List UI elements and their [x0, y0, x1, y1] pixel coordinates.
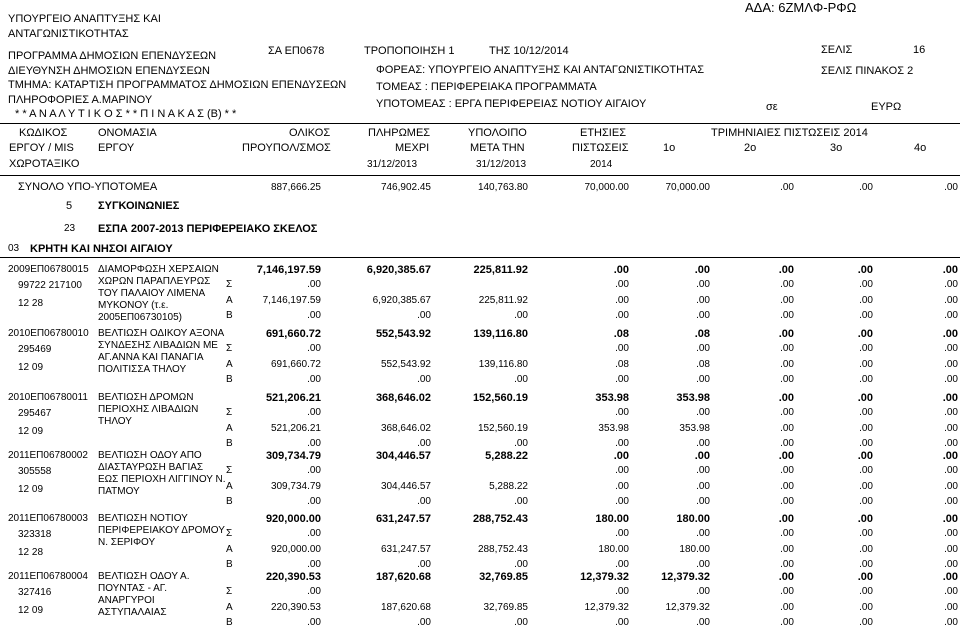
project-name-line: ΑΣΤΥΠΑΛΑΙΑΣ: [98, 607, 167, 618]
analytic-table-title: * * Α Ν Α Λ Υ Τ Ι Κ Ο Σ * * Π Ι Ν Α Κ Α Σ (Β) * *: [15, 108, 237, 120]
region-code: 03: [8, 243, 20, 254]
category-code: 5: [66, 200, 73, 212]
project-name-line: ΑΓ.ΑΝΝΑ ΚΑΙ ΠΑΝΑΓΙΑ: [98, 352, 204, 363]
project-name-line: ΧΩΡΩΝ ΠΑΡΑΠΛΕΥΡΩΣ: [98, 276, 211, 287]
project-name-line: ΑΝΑΡΓΥΡΟΙ: [98, 595, 155, 606]
alpha-row-value: 225,811.92: [478, 295, 528, 306]
project-total-value: 521,206.21: [265, 392, 321, 404]
page-number: 16: [913, 44, 926, 56]
row-marker-sigma: Σ: [226, 528, 233, 539]
project-name-line: ΒΕΛΤΙΩΣΗ ΝΟΤΙΟΥ: [98, 513, 188, 524]
sigma-row-value: .00: [780, 279, 794, 290]
sigma-row-value: .00: [859, 586, 873, 597]
beta-row-value: .00: [780, 374, 794, 385]
project-total-value: 631,247.57: [375, 513, 431, 525]
project-name-line: ΠΑΤΜΟΥ: [98, 486, 140, 497]
sigma-row-value: .00: [859, 407, 873, 418]
alpha-row-value: .00: [780, 544, 794, 555]
alpha-row-value: .00: [944, 481, 958, 492]
beta-row-value: .00: [417, 438, 431, 449]
project-total-value: 180.00: [595, 513, 629, 525]
row-marker-sigma: Σ: [226, 407, 233, 418]
alpha-row-value: .00: [859, 359, 873, 370]
project-total-value: .00: [778, 450, 794, 462]
in-label: σε: [766, 101, 778, 113]
project-total-value: .00: [778, 328, 794, 340]
beta-row-value: .00: [859, 617, 873, 628]
project-total-value: .00: [613, 450, 629, 462]
col-code-l1: ΚΩΔΙΚΟΣ: [19, 127, 68, 139]
beta-row-value: .00: [417, 617, 431, 628]
sigma-row-value: .00: [780, 343, 794, 354]
sigma-row-value: .00: [696, 528, 710, 539]
project-name-line: ΒΕΛΤΙΩΣΗ ΔΡΟΜΩΝ: [98, 392, 194, 403]
sigma-row-value: .00: [859, 343, 873, 354]
alpha-row-value: .00: [859, 544, 873, 555]
beta-row-value: .00: [859, 438, 873, 449]
col-total-l2: ΠΡΟΥΠΟΛ/ΣΜΟΣ: [242, 142, 331, 154]
project-total-value: 139,116.80: [473, 328, 528, 340]
sigma-row-value: .00: [307, 586, 321, 597]
alpha-row-value: .00: [780, 295, 794, 306]
alpha-row-value: 368,646.02: [380, 423, 431, 434]
beta-row-value: .00: [615, 438, 629, 449]
beta-row-value: .00: [307, 617, 321, 628]
subsector: ΥΠΟΤΟΜΕΑΣ : ΕΡΓΑ ΠΕΡΙΦΕΡΕΙΑΣ ΝΟΤΙΟΥ ΑΙΓΑΙΟΥ: [376, 98, 647, 110]
col-remaining-l1: ΥΠΟΛΟΙΠΟ: [468, 127, 527, 139]
beta-row-value: .00: [615, 496, 629, 507]
project-total-value: .00: [694, 264, 710, 276]
alpha-row-value: 7,146,197.59: [262, 295, 321, 306]
project-total-value: .00: [942, 264, 958, 276]
col-code-l2: ΕΡΓΟΥ / MIS: [9, 142, 74, 154]
sigma-row-value: .00: [615, 407, 629, 418]
project-total-value: .00: [778, 513, 794, 525]
program-name: ΕΣΠΑ 2007-2013 ΠΕΡΙΦΕΡΕΙΑΚΟ ΣΚΕΛΟΣ: [98, 223, 318, 235]
project-total-value: 353.98: [595, 392, 629, 404]
project-total-value: 353.98: [676, 392, 710, 404]
alpha-row-value: 32,769.85: [483, 602, 528, 613]
row-marker-alpha: Α: [226, 602, 233, 613]
sigma-row-value: .00: [696, 279, 710, 290]
project-name-line: 2005ΕΠ06730105): [98, 312, 182, 323]
project-total-value: 225,811.92: [473, 264, 528, 276]
summary-value: .00: [859, 182, 873, 193]
project-total-value: 32,769.85: [479, 571, 528, 583]
project-name-line: ΤΟΥ ΠΑΛΑΙΟΥ ΛΙΜΕΝΑ: [98, 288, 206, 299]
alpha-row-value: .00: [859, 295, 873, 306]
beta-row-value: .00: [944, 374, 958, 385]
col-annual-l2: ΠΙΣΤΩΣΕΙΣ: [572, 142, 629, 154]
project-total-value: 7,146,197.59: [256, 264, 321, 276]
beta-row-value: .00: [780, 438, 794, 449]
ministry-line-1: ΥΠΟΥΡΓΕΙΟ ΑΝΑΠΤΥΞΗΣ ΚΑΙ: [8, 13, 161, 25]
table-page: ΣΕΛΙΣ ΠΙΝΑΚΟΣ 2: [821, 65, 914, 77]
directorate: ΔΙΕΥΘΥΝΣΗ ΔΗΜΟΣΙΩΝ ΕΠΕΝΔΥΣΕΩΝ: [8, 65, 210, 77]
project-code: 2011ΕΠ06780004: [8, 571, 88, 582]
beta-row-value: .00: [417, 310, 431, 321]
sigma-row-value: .00: [944, 465, 958, 476]
sigma-row-value: .00: [696, 343, 710, 354]
sigma-row-value: .00: [307, 528, 321, 539]
project-total-value: .00: [857, 264, 873, 276]
alpha-row-value: 12,379.32: [665, 602, 710, 613]
col-annual-l1: ΕΤΗΣΙΕΣ: [580, 127, 626, 139]
project-total-value: 920,000.00: [265, 513, 321, 525]
col-code-l3: ΧΩΡΟΤΑΞΙΚΟ: [9, 158, 80, 170]
col-q3: 3ο: [830, 142, 843, 154]
alpha-row-value: 6,920,385.67: [372, 295, 431, 306]
alpha-row-value: .00: [859, 423, 873, 434]
col-paid-l3: 31/12/2013: [367, 159, 418, 170]
project-mis: 305558: [18, 466, 52, 477]
alpha-row-value: .00: [696, 481, 710, 492]
col-remaining-l3: 31/12/2013: [476, 159, 527, 170]
col-q2: 2ο: [744, 142, 757, 154]
project-mis: 295469: [18, 344, 52, 355]
row-marker-beta: Β: [226, 310, 233, 321]
sigma-row-value: .00: [944, 279, 958, 290]
row-marker-beta: Β: [226, 559, 233, 570]
project-total-value: 180.00: [676, 513, 710, 525]
col-name-l1: ΟΝΟΜΑΣΙΑ: [98, 127, 157, 139]
beta-row-value: .00: [615, 617, 629, 628]
project-name-line: ΠΕΡΙΟΧΗΣ ΛΙΒΑΔΙΩΝ: [98, 404, 199, 415]
beta-row-value: .00: [307, 559, 321, 570]
project-geo-code: 12 09: [18, 484, 44, 495]
project-code: 2009ΕΠ06780015: [8, 264, 89, 275]
col-remaining-l2: ΜΕΤΑ ΤΗΝ: [470, 142, 525, 154]
project-code: 2011ΕΠ06780003: [8, 513, 88, 524]
row-marker-beta: Β: [226, 374, 233, 385]
alpha-row-value: .00: [859, 602, 873, 613]
project-name-line: ΠΕΡΙΦΕΡΕΙΑΚΟΥ ΔΡΟΜΟΥ: [98, 525, 225, 536]
beta-row-value: .00: [307, 310, 321, 321]
summary-label: ΣΥΝΟΛΟ ΥΠΟ-ΥΠΟΤΟΜΕΑ: [18, 181, 158, 193]
sigma-row-value: .00: [944, 528, 958, 539]
amendment: ΤΡΟΠΟΠΟΙΗΣΗ 1: [364, 45, 455, 57]
alpha-row-value: .00: [696, 295, 710, 306]
col-paid-l1: ΠΛΗΡΩΜΕΣ: [368, 127, 431, 139]
alpha-row-value: .00: [944, 295, 958, 306]
alpha-row-value: .00: [944, 544, 958, 555]
header-top-rule: [0, 123, 960, 124]
sigma-row-value: .00: [615, 465, 629, 476]
project-total-value: .00: [857, 450, 873, 462]
project-total-value: 187,620.68: [375, 571, 431, 583]
summary-value: 70,000.00: [665, 182, 710, 193]
project-total-value: .00: [942, 513, 958, 525]
project-code: 2010ΕΠ06780010: [8, 328, 89, 339]
project-total-value: .00: [613, 264, 629, 276]
alpha-row-value: 139,116.80: [478, 359, 528, 370]
project-code: 2010ΕΠ06780011: [8, 392, 88, 403]
project-total-value: .00: [778, 264, 794, 276]
beta-row-value: .00: [514, 617, 528, 628]
beta-row-value: .00: [696, 438, 710, 449]
project-total-value: .08: [694, 328, 710, 340]
project-total-value: 691,660.72: [265, 328, 321, 340]
row-marker-alpha: Α: [226, 544, 233, 555]
summary-value: .00: [944, 182, 958, 193]
alpha-row-value: 552,543.92: [380, 359, 431, 370]
alpha-row-value: .00: [780, 423, 794, 434]
row-marker-alpha: Α: [226, 359, 233, 370]
sigma-row-value: .00: [944, 407, 958, 418]
alpha-row-value: 353.98: [679, 423, 710, 434]
alpha-row-value: 5,288.22: [489, 481, 528, 492]
program-title: ΠΡΟΓΡΑΜΜΑ ΔΗΜΟΣΙΩΝ ΕΠΕΝΔΥΣΕΩΝ: [8, 50, 217, 62]
alpha-row-value: 12,379.32: [584, 602, 629, 613]
beta-row-value: .00: [780, 617, 794, 628]
project-total-value: .00: [857, 328, 873, 340]
sigma-row-value: .00: [780, 586, 794, 597]
sigma-row-value: .00: [615, 343, 629, 354]
col-quarterly: ΤΡΙΜΗΝΙΑΙΕΣ ΠΙΣΤΩΣΕΙΣ 2014: [711, 127, 868, 139]
row-marker-alpha: Α: [226, 295, 233, 306]
alpha-row-value: 180.00: [598, 544, 629, 555]
project-geo-code: 12 28: [18, 547, 44, 558]
region-rule: [0, 257, 960, 258]
project-name-line: ΔΙΑΜΟΡΦΩΣΗ ΧΕΡΣΑΙΩΝ: [98, 264, 219, 275]
sigma-row-value: .00: [696, 465, 710, 476]
project-total-value: .00: [942, 450, 958, 462]
beta-row-value: .00: [615, 374, 629, 385]
alpha-row-value: 521,206.21: [270, 423, 321, 434]
beta-row-value: .00: [944, 496, 958, 507]
alpha-row-value: .00: [615, 481, 629, 492]
project-name-line: ΠΟΛΙΤΙΣΣΑ ΤΗΛΟΥ: [98, 364, 187, 375]
beta-row-value: .00: [307, 438, 321, 449]
alpha-row-value: .00: [780, 481, 794, 492]
program-code: 23: [64, 223, 76, 234]
beta-row-value: .00: [696, 617, 710, 628]
alpha-row-value: 309,734.79: [270, 481, 321, 492]
sigma-row-value: .00: [780, 528, 794, 539]
beta-row-value: .00: [780, 496, 794, 507]
alpha-row-value: .00: [944, 359, 958, 370]
beta-row-value: .00: [514, 438, 528, 449]
sigma-row-value: .00: [944, 343, 958, 354]
project-total-value: .00: [942, 392, 958, 404]
beta-row-value: .00: [514, 559, 528, 570]
project-name-line: ΕΩΣ ΠΕΡΙΟΧΗ ΛΙΓΓΙΝΟΥ Ν.: [98, 474, 226, 485]
project-name-line: ΠΟΥΝΤΑΣ - ΑΓ.: [98, 583, 167, 594]
sigma-row-value: .00: [780, 465, 794, 476]
alpha-row-value: .00: [859, 481, 873, 492]
beta-row-value: .00: [307, 374, 321, 385]
project-total-value: .00: [857, 513, 873, 525]
summary-value: 746,902.45: [380, 182, 431, 193]
col-annual-l3: 2014: [590, 159, 613, 170]
project-name-line: ΣΥΝΔΕΣΗΣ ΛΙΒΑΔΙΩΝ ΜΕ: [98, 340, 218, 351]
col-paid-l2: ΜΕΧΡΙ: [395, 142, 430, 154]
beta-row-value: .00: [615, 559, 629, 570]
ministry-line-2: ΑΝΤΑΓΩΝΙΣΤΙΚΟΤΗΤΑΣ: [8, 28, 129, 40]
project-total-value: 304,446.57: [375, 450, 431, 462]
alpha-row-value: .00: [615, 295, 629, 306]
ada-number: ΑΔΑ: 6ΖΜΛΦ-ΡΦΩ: [745, 0, 857, 15]
row-marker-sigma: Σ: [226, 465, 233, 476]
sector: ΤΟΜΕΑΣ : ΠΕΡΙΦΕΡΕΙΑΚΑ ΠΡΟΓΡΑΜΜΑΤΑ: [376, 81, 597, 93]
region-name: ΚΡΗΤΗ ΚΑΙ ΝΗΣΟΙ ΑΙΓΑΙΟΥ: [30, 243, 173, 255]
row-marker-beta: Β: [226, 617, 233, 628]
info-contact: ΠΛΗΡΟΦΟΡΙΕΣ Α.ΜΑΡΙΝΟΥ: [8, 94, 153, 106]
alpha-row-value: 691,660.72: [270, 359, 321, 370]
beta-row-value: .00: [514, 374, 528, 385]
sigma-row-value: .00: [307, 279, 321, 290]
sigma-row-value: .00: [615, 279, 629, 290]
project-total-value: 12,379.32: [580, 571, 629, 583]
col-total-l1: ΟΛΙΚΟΣ: [289, 127, 331, 139]
project-total-value: 12,379.32: [661, 571, 710, 583]
beta-row-value: .00: [944, 310, 958, 321]
project-total-value: .00: [857, 571, 873, 583]
sigma-row-value: .00: [307, 343, 321, 354]
beta-row-value: .00: [859, 496, 873, 507]
project-total-value: .00: [778, 392, 794, 404]
alpha-row-value: .08: [696, 359, 710, 370]
section: ΤΜΗΜΑ: ΚΑΤΑΡΤΙΣΗ ΠΡΟΓΡΑΜΜΑΤΟΣ ΔΗΜΟΣΙΩΝ ΕΠΕΝΔΥΣΕΩΝ: [8, 79, 347, 91]
project-total-value: 6,920,385.67: [366, 264, 431, 276]
beta-row-value: .00: [417, 559, 431, 570]
sigma-row-value: .00: [615, 586, 629, 597]
alpha-row-value: 920,000.00: [270, 544, 321, 555]
col-q4: 4ο: [914, 142, 927, 154]
row-marker-sigma: Σ: [226, 586, 233, 597]
beta-row-value: .00: [514, 496, 528, 507]
sigma-row-value: .00: [307, 407, 321, 418]
project-name-line: ΤΗΛΟΥ: [98, 416, 132, 427]
amendment-date: ΤΗΣ 10/12/2014: [489, 45, 569, 57]
alpha-row-value: .00: [780, 359, 794, 370]
project-name-line: ΔΙΑΣΤΑΥΡΩΣΗ ΒΑΓΙΑΣ: [98, 462, 204, 473]
row-marker-beta: Β: [226, 438, 233, 449]
sigma-row-value: .00: [944, 586, 958, 597]
project-total-value: 368,646.02: [375, 392, 431, 404]
summary-value: 887,666.25: [270, 182, 321, 193]
project-name-line: ΜΥΚΟΝΟΥ (τ.ε.: [98, 300, 169, 311]
beta-row-value: .00: [944, 559, 958, 570]
beta-row-value: .00: [615, 310, 629, 321]
project-name-line: ΒΕΛΤΙΩΣΗ ΟΔΟΥ Α.: [98, 571, 190, 582]
sigma-row-value: .00: [859, 279, 873, 290]
alpha-row-value: .00: [944, 602, 958, 613]
summary-value: 70,000.00: [584, 182, 629, 193]
row-marker-sigma: Σ: [226, 343, 233, 354]
sigma-row-value: .00: [696, 586, 710, 597]
project-total-value: 552,543.92: [375, 328, 431, 340]
project-name-line: Ν. ΣΕΡΙΦΟΥ: [98, 537, 156, 548]
row-marker-alpha: Α: [226, 481, 233, 492]
page-label: ΣΕΛΙΣ: [821, 44, 853, 56]
sigma-row-value: .00: [780, 407, 794, 418]
row-marker-beta: Β: [226, 496, 233, 507]
alpha-row-value: 220,390.53: [270, 602, 321, 613]
project-geo-code: 12 09: [18, 605, 44, 616]
alpha-row-value: 180.00: [679, 544, 710, 555]
project-mis: 327416: [18, 587, 52, 598]
project-geo-code: 12 28: [18, 298, 44, 309]
beta-row-value: .00: [696, 374, 710, 385]
sigma-row-value: .00: [307, 465, 321, 476]
beta-row-value: .00: [307, 496, 321, 507]
beta-row-value: .00: [944, 617, 958, 628]
project-total-value: 220,390.53: [265, 571, 321, 583]
project-total-value: .00: [942, 328, 958, 340]
project-geo-code: 12 09: [18, 426, 44, 437]
alpha-row-value: 304,446.57: [380, 481, 431, 492]
project-mis: 99722 217100: [18, 280, 82, 291]
row-marker-sigma: Σ: [226, 279, 233, 290]
project-total-value: .00: [694, 450, 710, 462]
alpha-row-value: .08: [615, 359, 629, 370]
alpha-row-value: .00: [944, 423, 958, 434]
sigma-row-value: .00: [615, 528, 629, 539]
project-total-value: .00: [778, 571, 794, 583]
project-total-value: .00: [857, 392, 873, 404]
alpha-row-value: 288,752.43: [477, 544, 528, 555]
sigma-row-value: .00: [859, 528, 873, 539]
beta-row-value: .00: [696, 496, 710, 507]
beta-row-value: .00: [859, 559, 873, 570]
sa-code: ΣΑ ΕΠ0678: [268, 45, 325, 57]
currency: ΕΥΡΩ: [871, 101, 902, 113]
beta-row-value: .00: [780, 310, 794, 321]
col-name-l2: ΕΡΓΟΥ: [98, 142, 135, 154]
summary-value: 140,763.80: [477, 182, 528, 193]
project-mis: 295467: [18, 408, 52, 419]
beta-row-value: .00: [944, 438, 958, 449]
col-q1: 1ο: [663, 142, 676, 154]
beta-row-value: .00: [859, 310, 873, 321]
beta-row-value: .00: [696, 559, 710, 570]
project-geo-code: 12 09: [18, 362, 44, 373]
beta-row-value: .00: [859, 374, 873, 385]
header-bottom-rule: [0, 175, 960, 176]
agency: ΦΟΡΕΑΣ: ΥΠΟΥΡΓΕΙΟ ΑΝΑΠΤΥΞΗΣ ΚΑΙ ΑΝΤΑΓΩΝΙΣΤΙΚΟΤΗΤΑΣ: [376, 64, 705, 76]
project-name-line: ΒΕΛΤΙΩΣΗ ΟΔΟΥ ΑΠΟ: [98, 450, 202, 461]
alpha-row-value: 353.98: [598, 423, 629, 434]
project-mis: 323318: [18, 529, 52, 540]
alpha-row-value: 152,560.19: [477, 423, 528, 434]
project-total-value: .08: [613, 328, 629, 340]
category-name: ΣΥΓΚΟΙΝΩΝΙΕΣ: [98, 200, 180, 212]
project-name-line: ΒΕΛΤΙΩΣΗ ΟΔΙΚΟΥ ΑΞΟΝΑ: [98, 328, 225, 339]
alpha-row-value: 631,247.57: [380, 544, 431, 555]
row-marker-alpha: Α: [226, 423, 233, 434]
project-total-value: 309,734.79: [265, 450, 321, 462]
project-total-value: 5,288.22: [485, 450, 528, 462]
sigma-row-value: .00: [696, 407, 710, 418]
beta-row-value: .00: [514, 310, 528, 321]
sigma-row-value: .00: [859, 465, 873, 476]
beta-row-value: .00: [417, 374, 431, 385]
project-code: 2011ΕΠ06780002: [8, 450, 88, 461]
beta-row-value: .00: [696, 310, 710, 321]
beta-row-value: .00: [417, 496, 431, 507]
project-total-value: .00: [942, 571, 958, 583]
project-total-value: 288,752.43: [472, 513, 528, 525]
alpha-row-value: .00: [780, 602, 794, 613]
alpha-row-value: 187,620.68: [380, 602, 431, 613]
summary-value: .00: [780, 182, 794, 193]
beta-row-value: .00: [780, 559, 794, 570]
project-total-value: 152,560.19: [472, 392, 528, 404]
